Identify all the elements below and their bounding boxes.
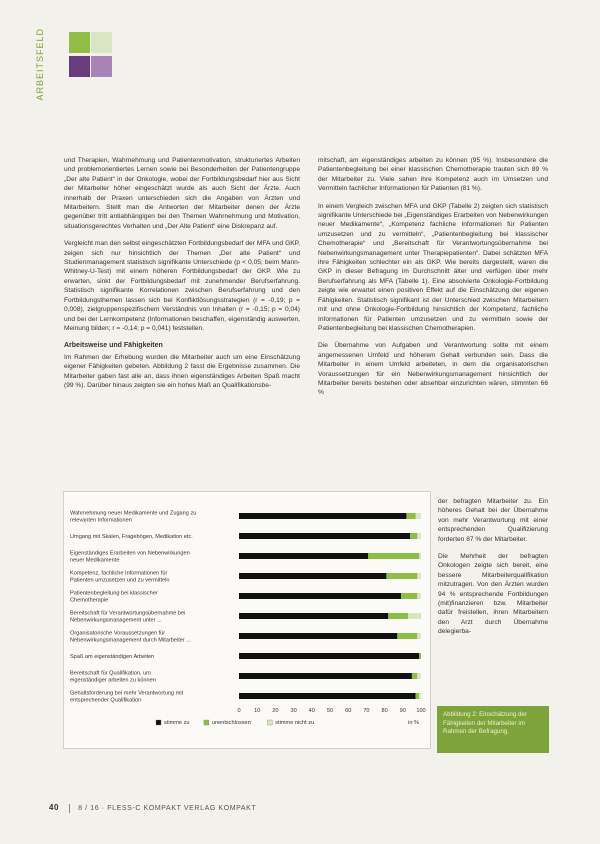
x-tick-label: 90 xyxy=(399,708,406,714)
right-column xyxy=(318,156,548,406)
body-paragraph: der befragten Mitarbeiter zu. Ein höheres Gehalt bei der Übernahme von mehr Verantwortung mit einer entsprechenden Qualifizierung forderten 87 % der Mitarbeiter. xyxy=(438,498,548,543)
bar-segment xyxy=(397,633,417,639)
category-label: Patientenbegleitung bei klassischer Chemotherapie xyxy=(70,590,158,604)
bar-segment xyxy=(408,613,421,619)
page-number: 40 xyxy=(49,803,60,812)
category-label: Spaß am eigenständigen Arbeiten xyxy=(70,654,155,660)
x-axis-label: in % xyxy=(408,720,419,726)
bar-segment xyxy=(239,653,419,659)
category-label: Wahrnehmung neuer Medikamente und Zugang zu relevanten Informationen xyxy=(70,510,197,524)
footer-journal: 8 / 16 · FLESS-C KOMPAKT VERLAG KOMPAKT xyxy=(78,805,257,812)
bar-segment xyxy=(419,693,421,699)
decor-square-green xyxy=(69,32,90,53)
body-paragraph: Im Rahmen der Erhebung wurden die Mitarbeiter auch um eine Einschätzung eigener Fähigkeiten gebeten. Abbildung 2 fasst die Ergebnisse zusammen. Die Mitarbeiter gaben fast alle an, dass ihnen eigenständiges Arbeiten Spaß macht (99 %). Darüber hinaus zeigten sie ein hohes Maß an Qualifikationsbe- xyxy=(64,353,300,389)
narrow-column xyxy=(438,497,548,645)
bar-segment xyxy=(388,613,408,619)
left-column xyxy=(64,156,300,398)
body-paragraph: und Therapien, Wahrnehmung und Patientenmotivation, strukturiertes Arbeiten und problemorientiertes Lernen sowie bei Besonderheiten der Patientengruppe „Der alte Patient“ in der Onkologie, wobei der Fortbildungsbedarf hier aus Sicht der Mitarbeiter höher eingeschätzt wurde als auch Sicht der Ärzte. Auch innerhalb der Praxen unterschieden sich die Angaben von Ärzten und Mitarbeitern. Stellt man die Antworten der Mitarbeiter denen der Ärzte gegenüber tritt antiabhängigen bei den Themen Wahrnehmung und Motivation, situationsgerechtes Verhalten und „Der Alte Patient“ eine Diskrepanz auf. xyxy=(64,157,300,230)
bar-segment xyxy=(239,573,386,579)
body-paragraph: Die Mehrheit der befragten Onkologen zeigte sich bereit, eine bessere Mitarbeiterqualifikation mitzutragen. Von den Ärzten wurden 94 % entsprechende Fortbildungen (mit)finanzieren bzw. Mitarbeiter dafür freistellen, ihren Mitarbeitern den Arzt durch Übernahme delegierba- xyxy=(438,553,548,636)
bar-segment xyxy=(417,593,421,599)
bar-segment xyxy=(416,513,421,519)
x-tick-label: 60 xyxy=(345,708,352,714)
bar-segment xyxy=(416,693,420,699)
x-tick-label: 70 xyxy=(363,708,370,714)
category-label: Bereitschaft für Verantwortungsübernahme bei Nebenwirkungsmanagement unter ... xyxy=(70,610,186,624)
legend-label: stimme zu xyxy=(164,720,190,726)
category-label: Umgang mit Skalen, Fragebögen, Medikation etc. xyxy=(70,534,193,540)
bar-segment xyxy=(386,573,417,579)
decor-square-lightgreen xyxy=(91,32,112,53)
section-label: ARBEITSFELD xyxy=(35,28,45,101)
bar-segment xyxy=(239,593,401,599)
bar-segment xyxy=(406,513,415,519)
page-footer xyxy=(49,803,256,813)
bar-segment xyxy=(410,533,417,539)
bar-segment xyxy=(401,593,417,599)
decor-square-purple xyxy=(69,56,90,77)
x-tick-label: 30 xyxy=(290,708,297,714)
x-tick-label: 100 xyxy=(416,708,426,714)
bar-segment xyxy=(239,693,416,699)
bar-segment xyxy=(419,653,421,659)
x-tick-label: 20 xyxy=(272,708,279,714)
legend-swatch xyxy=(267,720,272,725)
bar-segment xyxy=(239,673,412,679)
bar-segment xyxy=(239,633,397,639)
decor-square-lilac xyxy=(91,56,112,77)
body-paragraph: In einem Vergleich zwischen MFA und GKP (Tabelle 2) zeigten sich statistisch signifikante Unterschiede bei „Eigenständiges Erarbeiten von Nebenwirkungen neuer Medikamente“, „Kompetenz fachliche Informationen für Patienten umzusetzen und zu vermitteln“, „Patientenbegleitung bei klassischer Chemotherapie“ und „Bereitschaft für Verantwortungsübernahme bei Nebenwirkungsmanagement unter Therapiepatienten“. Dabei schätzten MFA ihre Fähigkeiten schlechter ein als GKP. Wie bereits dargestellt, waren die GKP in dieser Befragung im Durchschnitt älter und verfügen über mehr Berufserfahrung als MFA (Tabelle 1). Eine absolvierte Onkologie-Fortbildung zeigte wie erwartet einen positiven Effekt auf die Einschätzung der eigenen Fähigkeiten. Statistisch signifikant ist der Unterschied zwischen Mitarbeitern mit und ohne Onkologie-Fortbildung hinsichtlich der Kompetenz, fachliche Informationen für Patienten umzusetzen und zu vermitteln sowie der Patientenbegleitung bei klassischen Chemotherapien. xyxy=(318,202,548,332)
x-tick-label: 80 xyxy=(381,708,388,714)
body-paragraph: mitschaft, am eigenständiges arbeiten zu können (95 %). Insbesondere die Patientenbegleitung bei einer klassischen Chemotherapie trauten sich 89 % der Mitarbeiter zu. Viele sahen ihre Kompetenz auch im Umsetzen und Vermitteln fachlicher Informationen für Patienten (81 %). xyxy=(318,157,548,193)
body-paragraph: Vergleicht man den selbst eingeschätzten Fortbildungsbedarf der MFA und GKP, zeigen sich nur hinsichtlich der Themen „Der alte Patient“ und Studienmanagement statistisch signifikante Unterschiede (p < 0,05; beim Mann-Whitney-U-Test) mit einem höheren Fortbildungsbedarf der GKP. Wie zu erwarten, sinkt der Fortbildungsbedarf mit zunehmender Berufserfahrung. Statistisch signifikante Korrelationen zwischen Berufserfahrung und den Fortbildungsthemen lassen sich bei Konfliktlösungsstrategien (r = -0,19; p = 0,008), zielgruppenspezifischem Verständnis von Inhalten (r = -0,15; p = 0,04) und bei der Lernkompetenz (Informationen beschaffen, eigenständig auswerten, Meinung bilden; r = -0,14; p = 0,041) feststellen. xyxy=(64,240,300,332)
figure-chart xyxy=(63,491,431,749)
legend-label: stimme nicht zu xyxy=(275,720,315,726)
legend-label: unentschlossen xyxy=(211,720,251,726)
category-label: Organisatorische Voraussetzungen für Nebenwirkungsmanagement durch Mitarbeiter ... xyxy=(70,630,191,644)
bar-segment xyxy=(417,673,421,679)
category-label: Kompetenz, fachliche Informationen für Patienten umzusetzen und zu vermitteln xyxy=(70,570,170,584)
x-tick-label: 40 xyxy=(308,708,315,714)
bar-segment xyxy=(239,533,410,539)
section-heading: Arbeitsweise und Fähigkeiten xyxy=(64,342,163,350)
bar-segment xyxy=(239,513,406,519)
category-label: Eigenständiges Erarbeiten von Nebenwirkungen neuer Medikamente xyxy=(70,550,190,564)
body-paragraph: Die Übernahme von Aufgaben und Verantwortung sollte mit einem angemessenen Umfeld und höherem Gehalt verbunden sein. Dass die Mitarbeiter in einem Umfeld arbeiteten, in dem die organisatorischen Voraussetzungen für ein Nebenwirkungsmanagement hinsichtlich der Mitarbeiter bereits bestehen oder absehbar einzurichten wären, stimmten 66 % xyxy=(318,342,548,397)
bar-segment xyxy=(417,633,421,639)
category-label: Gehaltsforderung bei mehr Verantwortung mit entsprechender Qualifikation xyxy=(70,690,184,704)
bar-segment xyxy=(417,573,421,579)
figure-caption: Abbildung 2: Einschätzung der Fähigkeiten der Mitarbeiter im Rahmen der Befragung. xyxy=(437,706,549,753)
bar-segment xyxy=(239,613,388,619)
bar-segment xyxy=(239,553,368,559)
stacked-bar-chart xyxy=(64,492,430,748)
category-label: Bereitschaft für Qualifikation, um eigenständiger arbeiten zu können xyxy=(70,670,156,684)
bar-segment xyxy=(412,673,417,679)
bar-segment xyxy=(368,553,419,559)
bar-segment xyxy=(419,553,421,559)
legend-swatch xyxy=(156,720,161,725)
x-tick-label: 10 xyxy=(254,708,261,714)
x-tick-label: 0 xyxy=(237,708,241,714)
legend-swatch xyxy=(204,720,209,725)
bar-segment xyxy=(417,533,421,539)
x-tick-label: 50 xyxy=(326,708,334,714)
footer-divider xyxy=(69,804,70,813)
